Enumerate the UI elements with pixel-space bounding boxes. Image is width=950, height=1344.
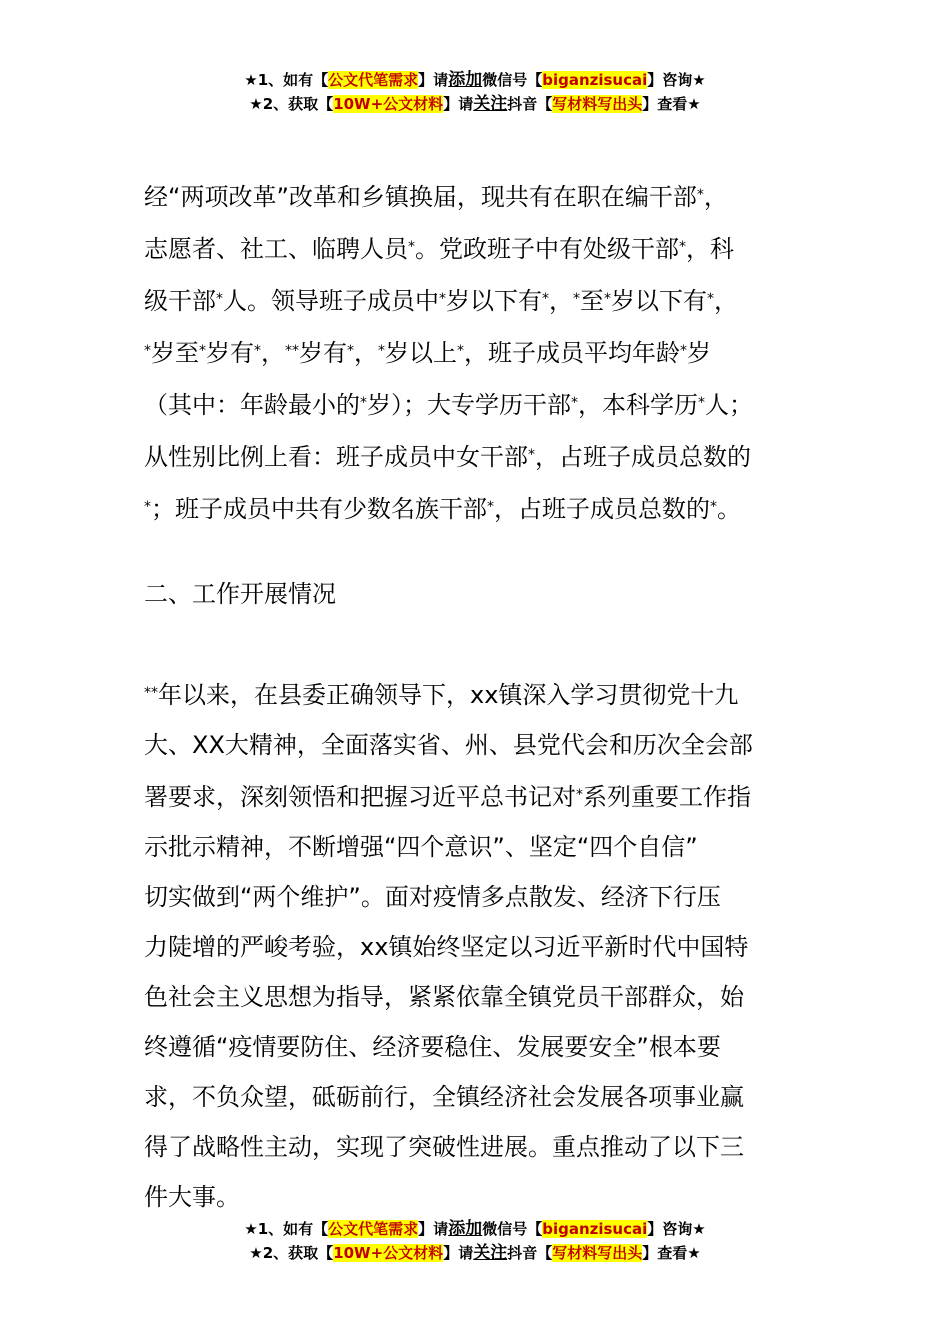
highlight-materials: 10W+公文材料 <box>333 95 444 113</box>
header-banner <box>0 68 950 116</box>
banner-line-2: ★2、获取【10W+公文材料】请关注抖音【写材料写出头】查看★ <box>249 1243 701 1263</box>
highlight-service: 公文代笔需求 <box>328 1220 419 1238</box>
highlight-douyin-name: 写材料写出头 <box>552 1244 643 1262</box>
banner-line-2: ★2、获取【10W+公文材料】请关注抖音【写材料写出头】查看★ <box>249 94 701 114</box>
banner-line-1: ★1、如有【公文代笔需求】请添加微信号【biganzisucai】咨询★ <box>244 70 706 90</box>
highlight-service: 公文代笔需求 <box>328 71 419 89</box>
highlight-wechat-id: biganzisucai <box>542 71 648 89</box>
paragraph-work-progress: **年以来，在县委正确领导下，xx镇深入学习贯彻党十九 大、XX大精神，全面落实省、州、县党代会和历次全会部 署要求，深刻领悟和把握习近平总书记对*系列重要工作指 示批示精神，不断增强“四个意识”、坚定“四个自信” 切实做到“两个维护”。面对疫情多点散发、经济下行压 力陡增的严峻考验，xx镇始终坚定以习近平新时代中国特 色社会主义思想为指导，紧紧依靠全镇党员干部群众，始 终遵循“疫情要防住、经济要稳住、发展要安全”根本要 求，不负众望，砥砺前行，全镇经济社会发展各项事业赢 得了战略性主动，实现了突破性进展。重点推动了以下三 件大事。 <box>144 681 753 1211</box>
section-heading: 二、工作开展情况 <box>144 580 336 608</box>
banner-line-1: ★1、如有【公文代笔需求】请添加微信号【biganzisucai】咨询★ <box>244 1219 706 1239</box>
highlight-douyin-name: 写材料写出头 <box>552 95 643 113</box>
highlight-materials: 10W+公文材料 <box>333 1244 444 1262</box>
footer-banner <box>0 1217 950 1265</box>
highlight-wechat-id: biganzisucai <box>542 1220 648 1238</box>
paragraph-staff-overview: 经“两项改革”改革和乡镇换届，现共有在职在编干部*， 志愿者、社工、临聘人员*。党政班子中有处级干部*，科 级干部*人。领导班子成员中*岁以下有*，*至*岁以下有*， *岁至*岁有*，**岁有*，*岁以上*，班子成员平均年龄*岁 （其中：年龄最小的*岁）；大专学历干部*，本科学历*人； 从性别比例上看：班子成员中女干部*，占班子成员总数的 *；班子成员中共有少数名族干部*，占班子成员总数的*。 <box>144 183 753 523</box>
